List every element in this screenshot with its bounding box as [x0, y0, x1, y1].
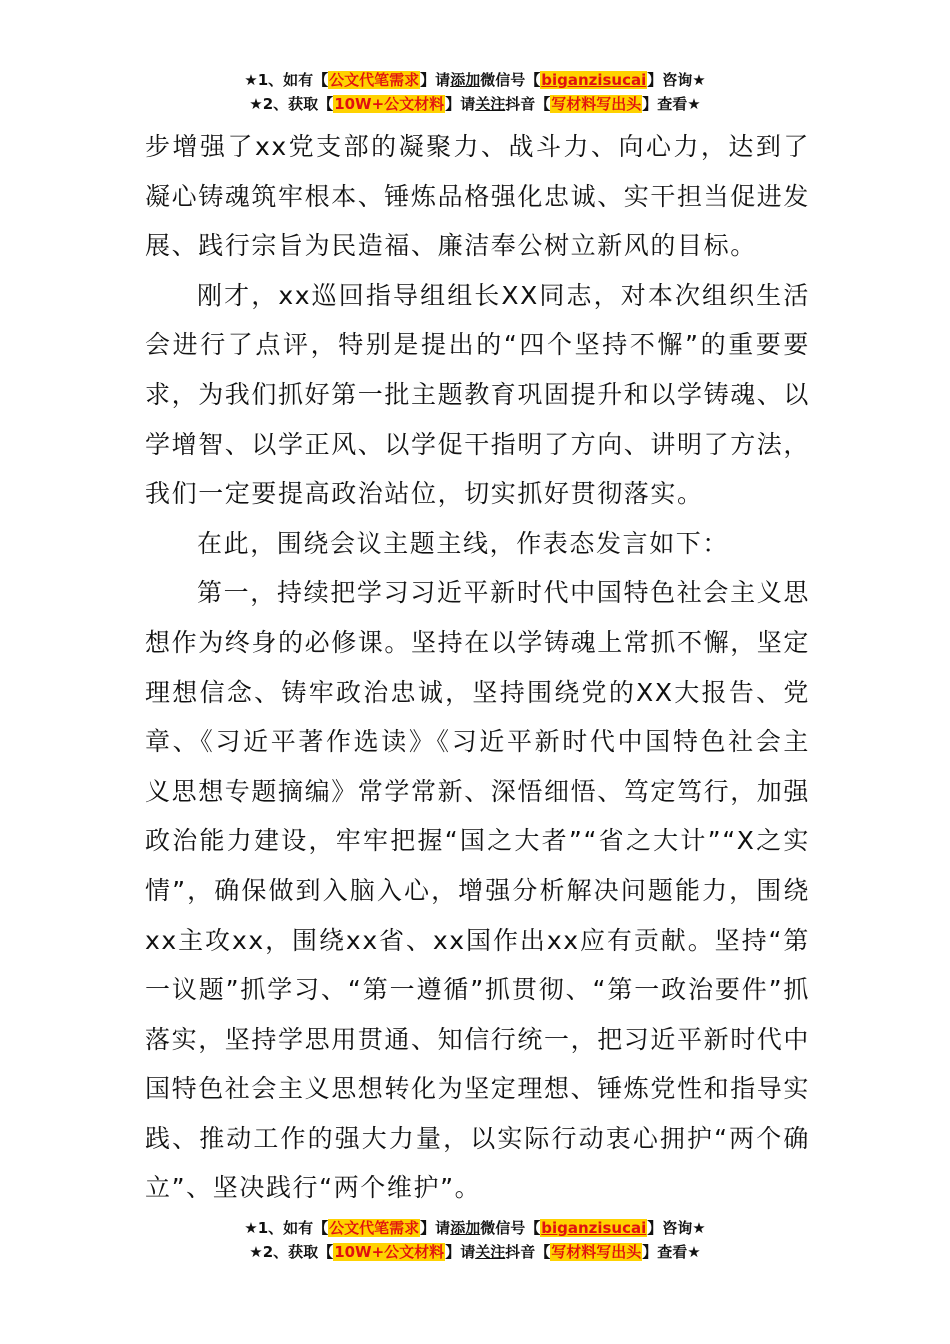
document-body — [145, 122, 810, 1213]
promo-text: ★2、获取【 — [249, 95, 334, 113]
promo-text: 微信号【 — [480, 71, 541, 89]
promo-text: ★1、如有【 — [244, 71, 329, 89]
promo-emphasis: 添加 — [450, 71, 481, 89]
promo-line-1 — [0, 68, 950, 92]
promo-text: 】咨询★ — [647, 1219, 706, 1237]
body-paragraph-continued: 步增强了xx党支部的凝聚力、战斗力、向心力，达到了凝心铸魂筑牢根本、锤炼品格强化忠诚、实干担当促进发展、践行宗旨为民造福、廉洁奉公树立新风的目标。 — [145, 132, 811, 261]
promo-text: 】查看★ — [642, 1243, 701, 1261]
promo-text: 】请 — [445, 1243, 476, 1261]
promo-text: ★1、如有【 — [244, 1219, 329, 1237]
body-paragraph: 刚才，xx巡回指导组组长XX同志，对本次组织生活会进行了点评，特别是提出的“四个坚持不懈”的重要要求，为我们抓好第一批主题教育巩固提升和以学铸魂、以学增智、以学正风、以学促干指明了方向、讲明了方法，我们一定要提高政治站位，切实抓好贯彻落实。 — [145, 280, 811, 509]
promo-text: 】请 — [420, 71, 451, 89]
body-paragraph: 第一，持续把学习习近平新时代中国特色社会主义思想作为终身的必修课。坚持在以学铸魂上常抓不懈，坚定理想信念、铸牢政治忠诚，坚持围绕党的XX大报告、党章、《习近平著作选读》《习近平新时代中国特色社会主义思想专题摘编》常学常新、深悟细悟、笃定笃行，加强政治能力建设，牢牢把握“国之大者”“省之大计”“X之实情”，确保做到入脑入心，增强分析解决问题能力，围绕xx主攻xx，围绕xx省、xx国作出xx应有贡献。坚持“第一议题”抓学习、“第一遵循”抓贯彻、“第一政治要件”抓落实，坚持学思用贯通、知信行统一，把习近平新时代中国特色社会主义思想转化为坚定理想、锤炼党性和指导实践、推动工作的强大力量，以实际行动衷心拥护“两个确立”、坚决践行“两个维护”。 — [145, 578, 811, 1203]
promo-text: 抖音【 — [505, 1243, 551, 1261]
douyin-id-highlight: 写材料写出头 — [551, 95, 642, 113]
promo-text: 】咨询★ — [647, 71, 706, 89]
wechat-id-highlight: biganzisucai — [541, 1219, 647, 1237]
promo-highlight: 10W+公文材料 — [334, 1243, 445, 1261]
promo-banner-top — [0, 68, 950, 116]
promo-text: ★2、获取【 — [249, 1243, 334, 1261]
promo-emphasis: 添加 — [450, 1219, 481, 1237]
promo-banner-bottom — [0, 1216, 950, 1264]
douyin-id-highlight: 写材料写出头 — [551, 1243, 642, 1261]
promo-text: 抖音【 — [505, 95, 551, 113]
promo-highlight: 10W+公文材料 — [334, 95, 445, 113]
wechat-id-highlight: biganzisucai — [541, 71, 647, 89]
promo-line-2 — [0, 1240, 950, 1264]
promo-text: 微信号【 — [480, 1219, 541, 1237]
body-paragraph: 在此，围绕会议主题主线，作表态发言如下： — [197, 528, 730, 558]
promo-highlight: 公文代笔需求 — [329, 71, 420, 89]
promo-text: 】请 — [420, 1219, 451, 1237]
promo-emphasis: 关注 — [475, 95, 506, 113]
promo-highlight: 公文代笔需求 — [329, 1219, 420, 1237]
promo-text: 】请 — [445, 95, 476, 113]
promo-line-1 — [0, 1216, 950, 1240]
promo-text: 】查看★ — [642, 95, 701, 113]
promo-line-2 — [0, 92, 950, 116]
promo-emphasis: 关注 — [475, 1243, 506, 1261]
